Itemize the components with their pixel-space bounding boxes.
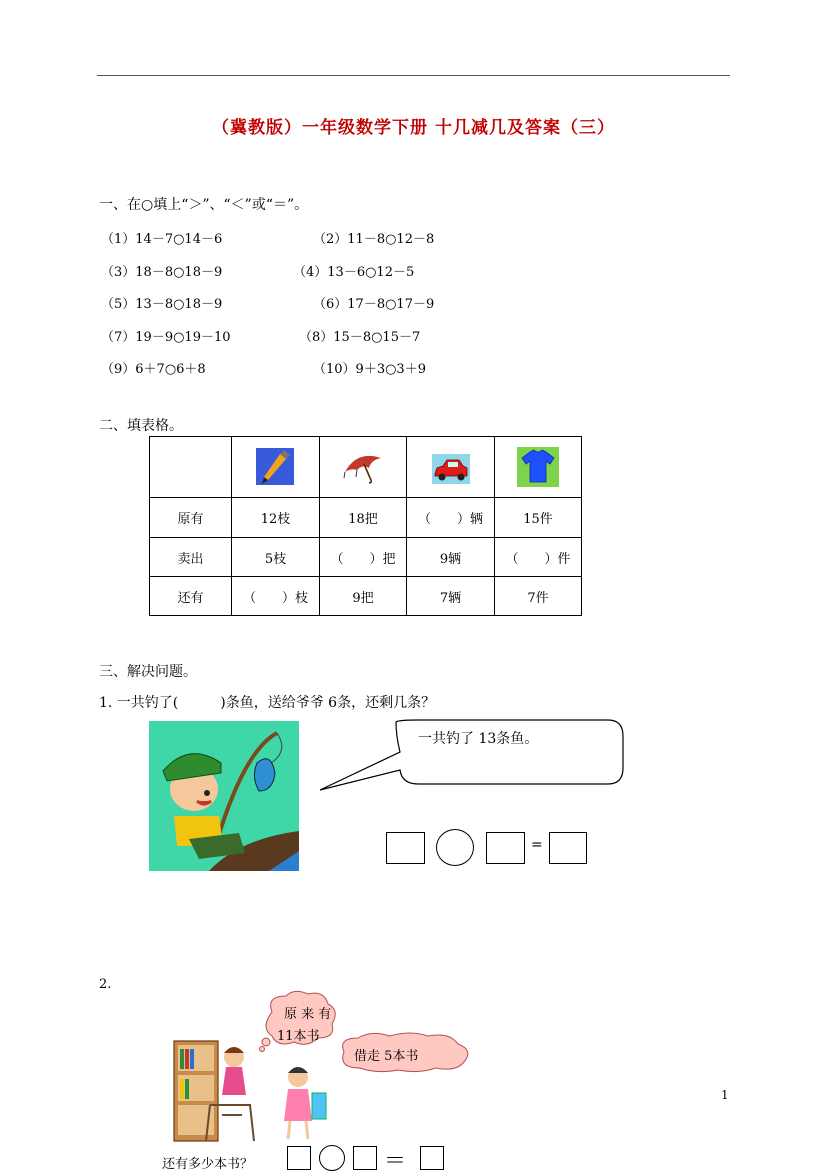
- compare-item: （10）9＋3○3＋9: [313, 362, 426, 377]
- table-cell: 5枝: [232, 538, 320, 577]
- table-cell: （ ）枝: [232, 577, 320, 616]
- compare-item: （5）13－8○18－9: [101, 297, 223, 312]
- compare-item: （2）11－8○12－8: [313, 232, 435, 247]
- table-cell: 18把: [320, 498, 407, 538]
- answer-box[interactable]: [486, 832, 525, 864]
- question-1: 1. 一共钓了( )条鱼，送给爷爷 6条，还剩几条？: [99, 695, 436, 711]
- page-number: 1: [721, 1088, 729, 1102]
- table-corner-cell: [150, 437, 232, 498]
- table-cell: （ ）辆: [407, 498, 495, 538]
- compare-item: （9）6＋7○6＋8: [101, 362, 206, 377]
- compare-item: （7）19－9○19－10: [101, 330, 231, 345]
- row-label: 原有: [150, 498, 232, 538]
- operator-circle[interactable]: [319, 1145, 345, 1171]
- table-icon-cell: [232, 437, 320, 498]
- answer-box[interactable]: [420, 1146, 444, 1170]
- answer-box[interactable]: [353, 1146, 377, 1170]
- table-cell: 7件: [495, 577, 582, 616]
- equals-sign: ＝: [384, 1149, 407, 1174]
- equals-sign: =: [531, 837, 543, 853]
- speech-bubble-text: 一共钓了 13条鱼。: [418, 731, 539, 747]
- cloud2-text: 借走 5本书: [354, 1049, 419, 1064]
- table-cell: 9辆: [407, 538, 495, 577]
- question-2-prompt: 还有多少本书？: [162, 1157, 254, 1172]
- compare-item: （3）18－8○18－9: [101, 265, 223, 280]
- shirt-icon: [516, 446, 560, 488]
- section3-heading: 三、解决问题。: [99, 664, 197, 680]
- row-label: 还有: [150, 577, 232, 616]
- library-illustration: [170, 1035, 330, 1145]
- table-cell: （ ）件: [495, 538, 582, 577]
- compare-item: （1）14－7○14－6: [101, 232, 223, 247]
- car-icon: [429, 446, 473, 488]
- answer-box[interactable]: [549, 832, 587, 864]
- section1-heading: 一、在○填上“＞”、“＜”或“＝”。: [99, 197, 309, 213]
- header-rule: [97, 75, 730, 76]
- table-icon-cell: [320, 437, 407, 498]
- table-cell: 9把: [320, 577, 407, 616]
- compare-item: （6）17－8○17－9: [313, 297, 435, 312]
- answer-box[interactable]: [287, 1146, 311, 1170]
- page-title: （冀教版）一年级数学下册 十几减几及答案（三）: [212, 118, 615, 138]
- table-cell: 15件: [495, 498, 582, 538]
- row-label: 卖出: [150, 538, 232, 577]
- table-icon-cell: [495, 437, 582, 498]
- cloud1-line2: 11本书: [277, 1029, 320, 1044]
- fishing-boy-illustration: [149, 721, 299, 871]
- pencil-icon: [254, 446, 298, 488]
- answer-box[interactable]: [386, 832, 425, 864]
- table-cell: 7辆: [407, 577, 495, 616]
- operator-circle[interactable]: [436, 829, 474, 866]
- cloud1-line1: 原 来 有: [284, 1007, 332, 1022]
- fill-table: [149, 436, 582, 616]
- compare-item: （8）15－8○15－7: [299, 330, 421, 345]
- umbrella-icon: [341, 446, 385, 488]
- table-icon-cell: [407, 437, 495, 498]
- compare-item: （4）13－6○12－5: [293, 265, 415, 280]
- table-cell: （ ）把: [320, 538, 407, 577]
- table-cell: 12枝: [232, 498, 320, 538]
- section2-heading: 二、填表格。: [99, 418, 183, 434]
- question-2-number: 2.: [99, 977, 112, 992]
